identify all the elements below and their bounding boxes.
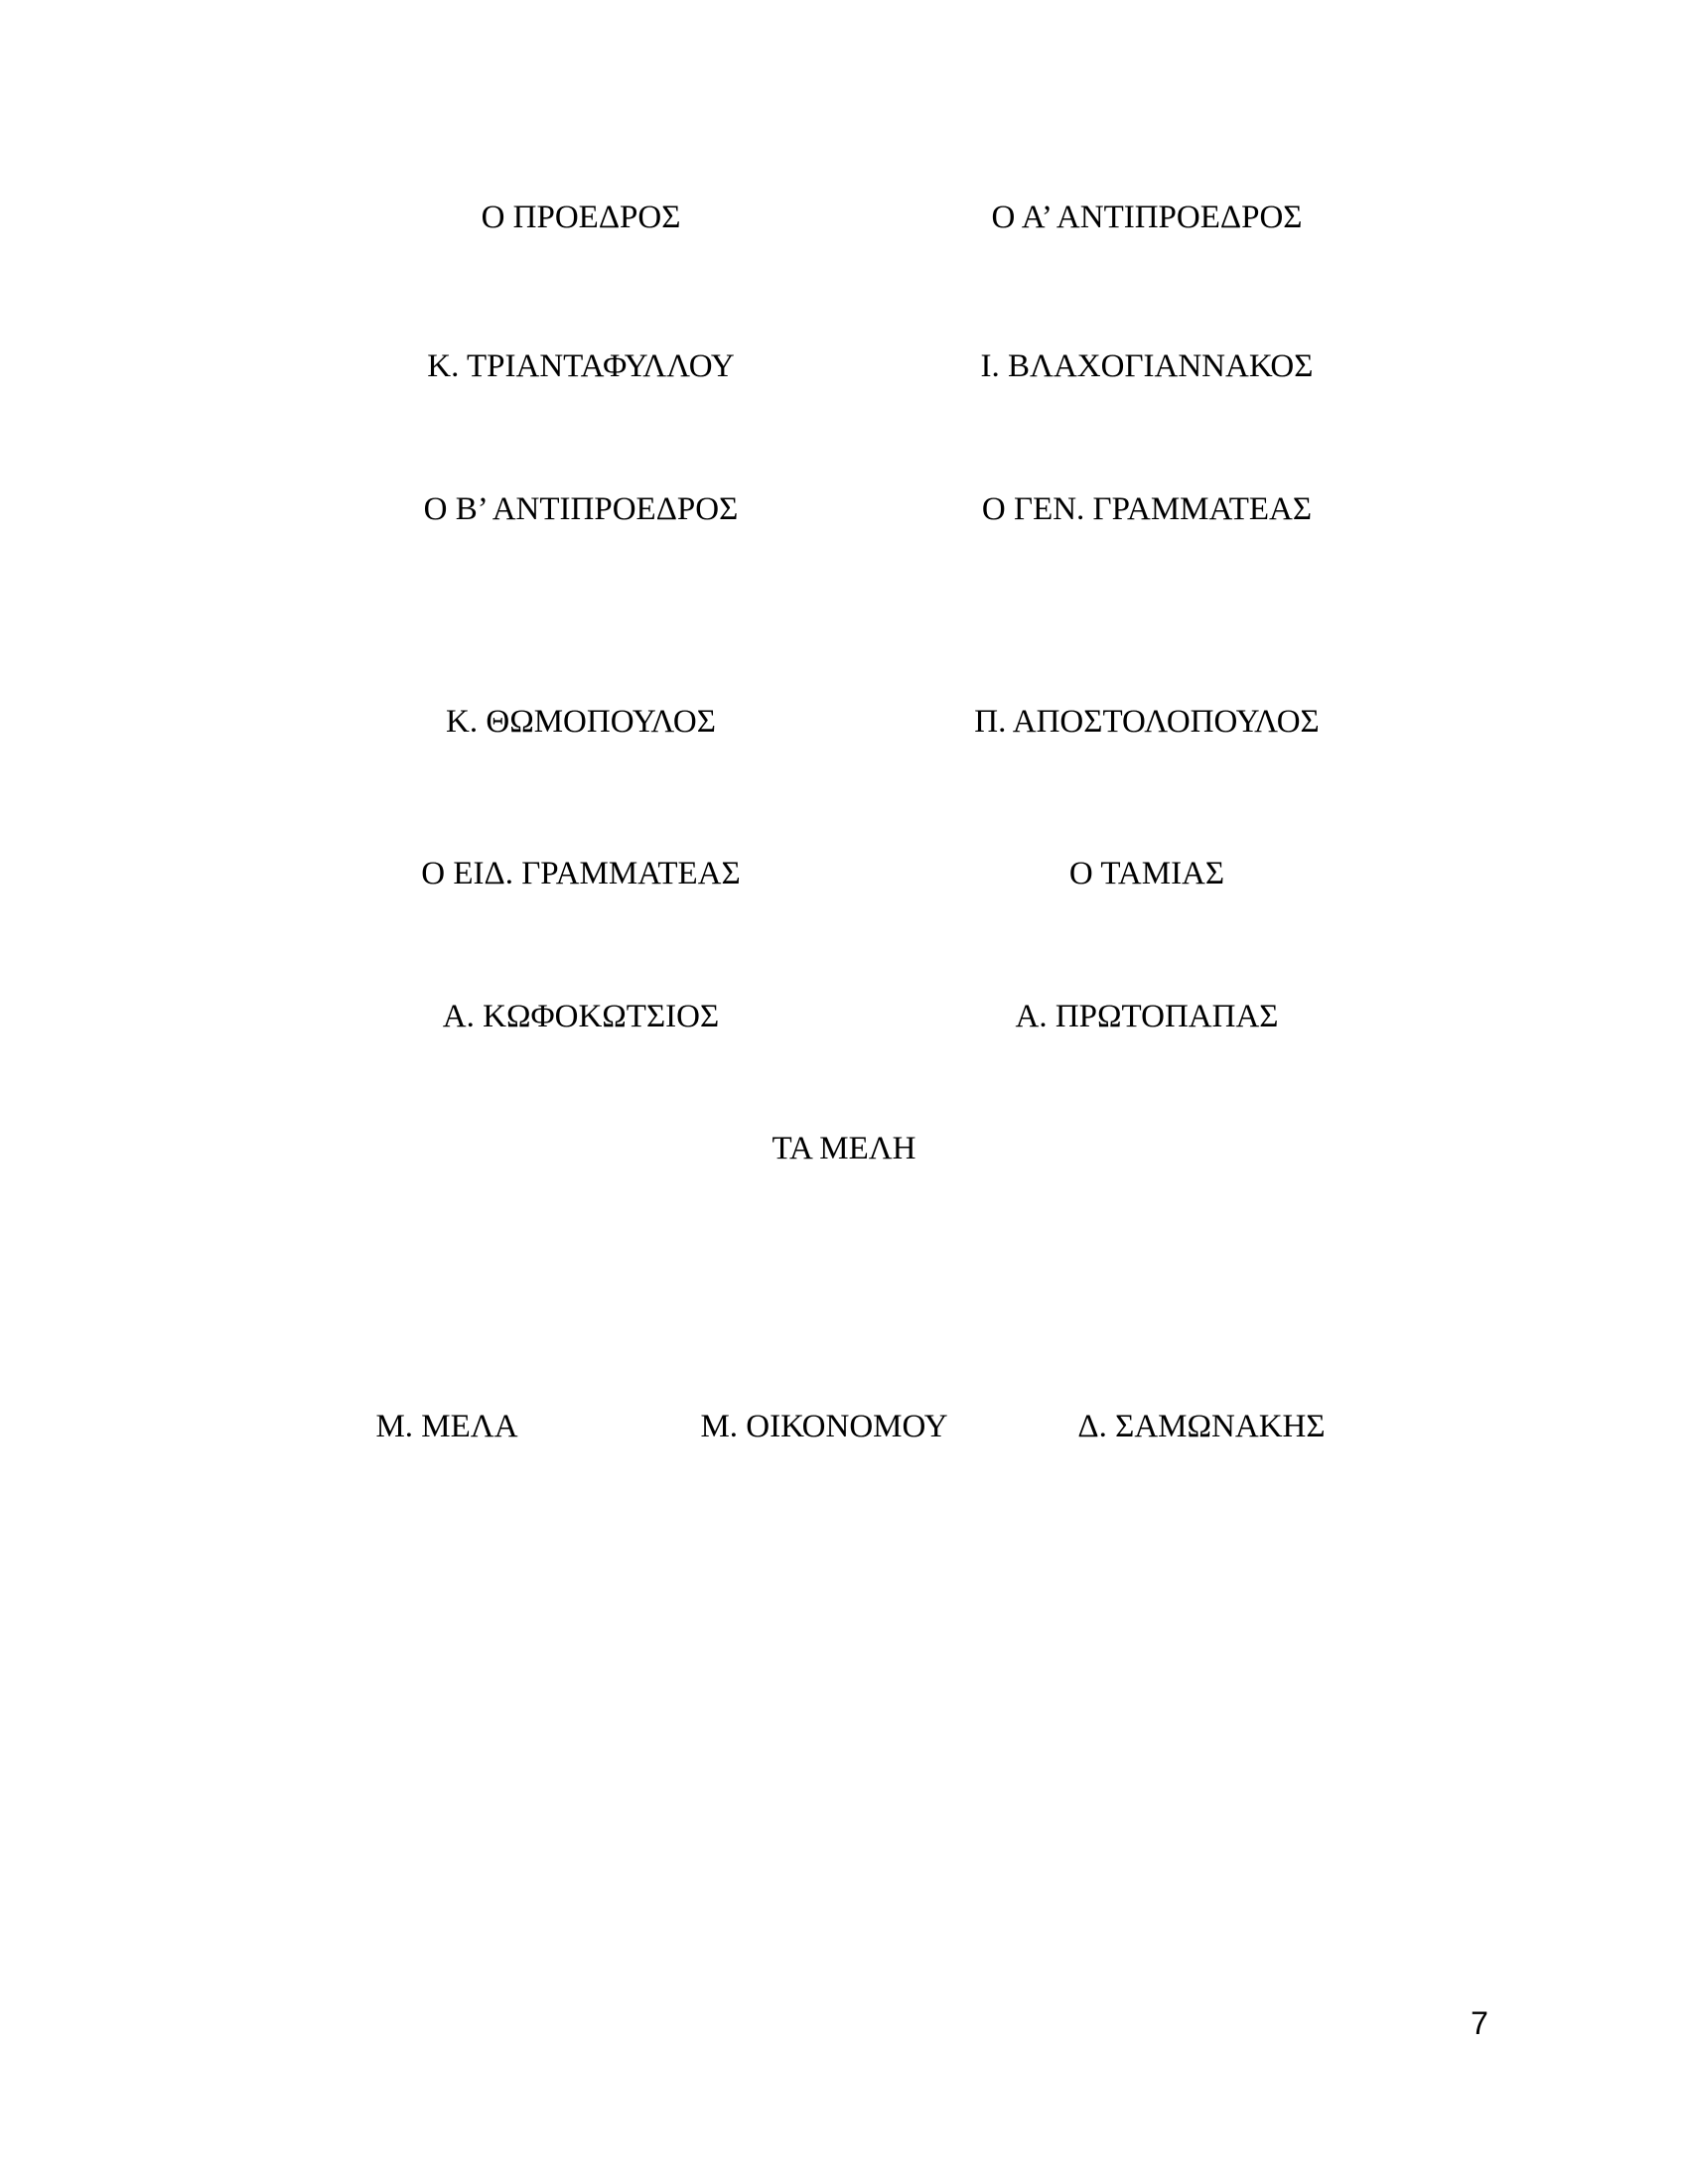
member-name-1: Μ. ΜΕΛΑ xyxy=(375,1409,518,1444)
page-number: 7 xyxy=(1471,2005,1488,2041)
name-special-secretary: Α. ΚΩΦΟΚΩΤΣΙΟΣ xyxy=(442,999,720,1034)
title-general-secretary: Ο ΓΕΝ. ΓΡΑΜΜΑΤΕΑΣ xyxy=(981,491,1313,527)
signature-name-row-1 xyxy=(298,347,1430,387)
members-heading-row xyxy=(0,1130,1688,1169)
signature-title-row-3 xyxy=(298,855,1430,894)
signature-title-row-2 xyxy=(298,490,1430,530)
members-heading: ΤΑ ΜΕΛΗ xyxy=(772,1131,916,1166)
title-treasurer: Ο ΤΑΜΙΑΣ xyxy=(1068,856,1225,891)
title-president: Ο ΠΡΟΕΔΡΟΣ xyxy=(481,200,681,235)
name-first-vice-president: Ι. ΒΛΑΧΟΓΙΑΝΝΑΚΟΣ xyxy=(980,348,1314,384)
title-special-secretary: Ο ΕΙΔ. ΓΡΑΜΜΑΤΕΑΣ xyxy=(421,856,741,891)
name-president: Κ. ΤΡΙΑΝΤΑΦΥΛΛΟΥ xyxy=(427,348,735,384)
signature-title-row-1 xyxy=(298,199,1430,238)
signature-name-row-3 xyxy=(298,998,1430,1037)
name-general-secretary: Π. ΑΠΟΣΤΟΛΟΠΟΥΛΟΣ xyxy=(974,704,1320,740)
title-second-vice-president: Ο Β’ ΑΝΤΙΠΡΟΕΔΡΟΣ xyxy=(423,491,739,527)
name-treasurer: Α. ΠΡΩΤΟΠΑΠΑΣ xyxy=(1015,999,1279,1034)
title-first-vice-president: Ο Α’ ΑΝΤΙΠΡΟΕΔΡΟΣ xyxy=(991,200,1303,235)
name-second-vice-president: Κ. ΘΩΜΟΠΟΥΛΟΣ xyxy=(446,704,716,740)
member-name-2: Μ. ΟΙΚΟΝΟΜΟΥ xyxy=(700,1409,948,1444)
signature-name-row-2 xyxy=(298,703,1430,743)
members-name-row xyxy=(258,1408,1390,1447)
member-name-3: Δ. ΣΑΜΩΝΑΚΗΣ xyxy=(1077,1409,1326,1444)
